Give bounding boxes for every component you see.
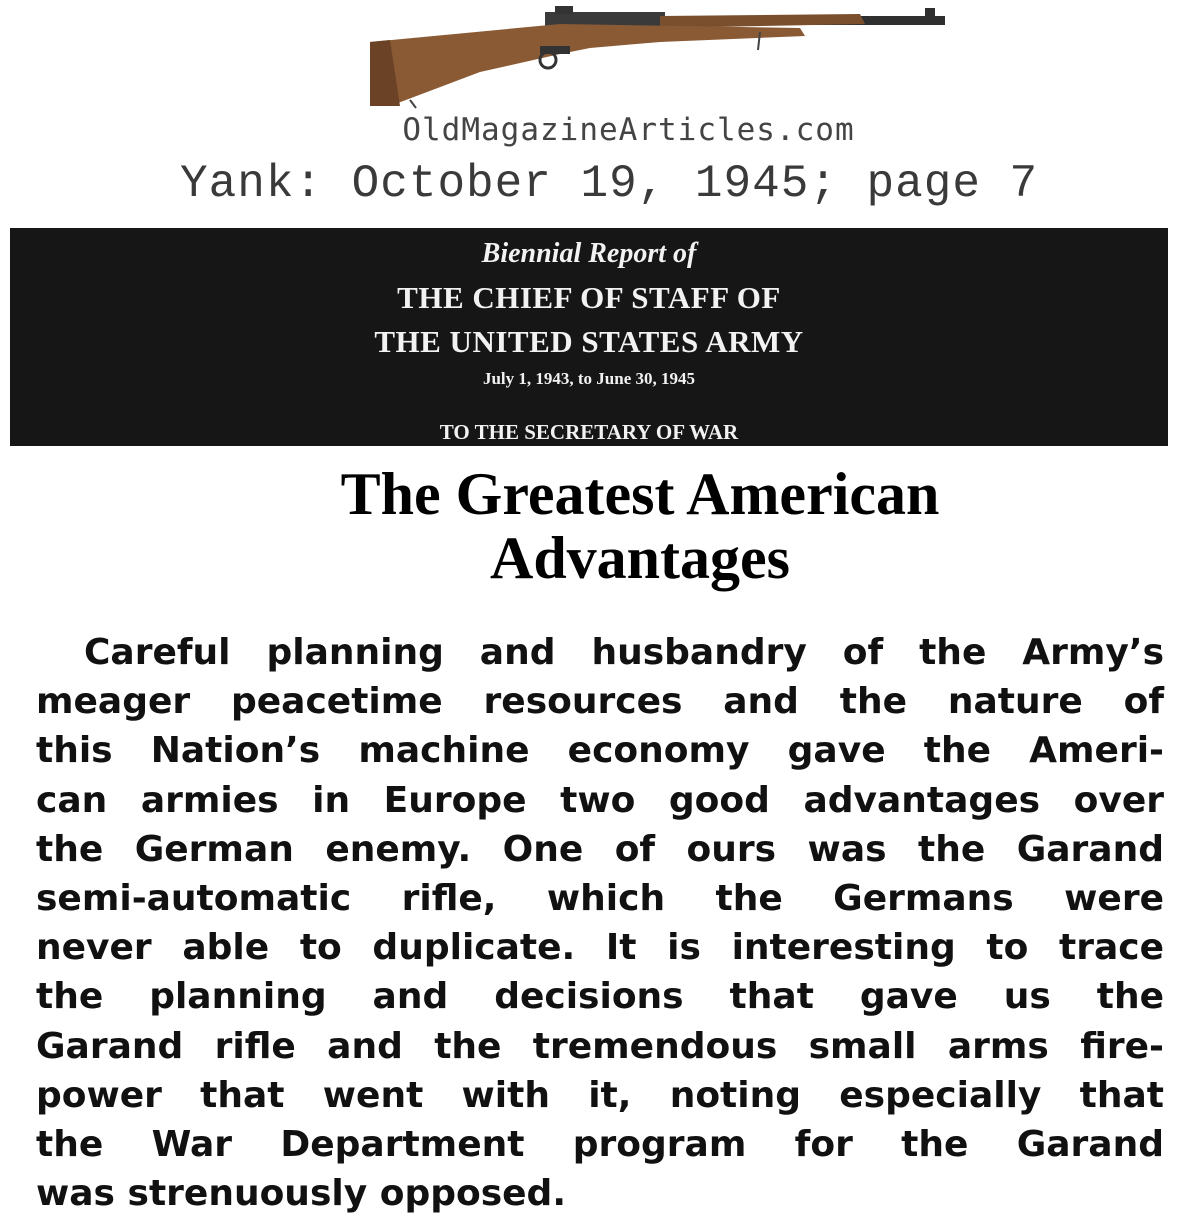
publication-citation: Yank: October 19, 1945; page 7 [180, 158, 1039, 210]
article-line: never able to duplicate. It is interesting to trace [36, 927, 1164, 969]
rifle-icon [360, 2, 950, 112]
article-line: the War Department program for the Garand [36, 1124, 1164, 1166]
banner-dates: July 1, 1943, to June 30, 1945 [482, 369, 696, 388]
banner-line-2: THE CHIEF OF STAFF OF [397, 280, 781, 315]
article-line: the German enemy. One of ours was the Garand [36, 828, 1164, 870]
site-name: OldMagazineArticles.com [402, 112, 855, 148]
article-body [36, 628, 1164, 1218]
article-line: the planning and decisions that gave us the [36, 976, 1164, 1018]
article-line: meager peacetime resources and the nature of [36, 681, 1164, 723]
banner-addressee: TO THE SECRETARY OF WAR [439, 420, 739, 444]
headline-line-1: The Greatest American [340, 461, 940, 527]
article-line: power that went with it, noting especially that [36, 1074, 1164, 1116]
headline-line-2: Advantages [489, 525, 791, 591]
article-line: this Nation’s machine economy gave the Ameri- [36, 730, 1164, 772]
article-line: was strenuously opposed. [36, 1173, 566, 1215]
article-line: can armies in Europe two good advantages over [36, 779, 1164, 821]
banner-line-3: THE UNITED STATES ARMY [374, 324, 804, 359]
report-banner [10, 228, 1168, 446]
article-line: semi-automatic rifle, which the Germans were [36, 878, 1164, 920]
banner-line-1: Biennial Report of [481, 238, 697, 269]
article-line: Careful planning and husbandry of the Army’s [84, 632, 1164, 673]
article-headline [200, 462, 1080, 590]
article-line: Garand rifle and the tremendous small arms fire- [36, 1025, 1164, 1067]
